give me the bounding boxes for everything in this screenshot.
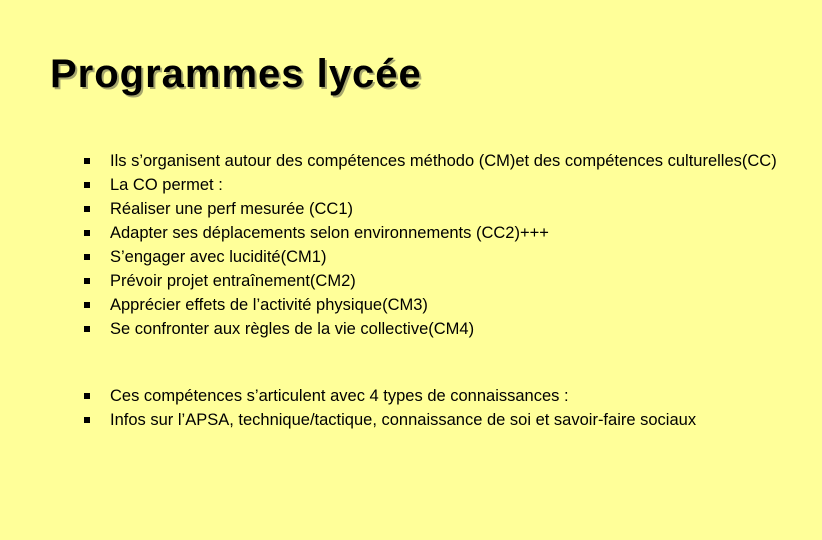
bullet-text: Apprécier effets de l’activité physique(CM3) [110,296,428,314]
slide-title: Programmes lycée [50,52,422,96]
bullet-item [84,152,784,171]
square-bullet-icon [84,417,90,423]
bullet-text: Infos sur l’APSA, technique/tactique, connaissance de soi et savoir-faire sociaux [110,411,697,429]
bullet-item [84,272,784,291]
square-bullet-icon [84,302,90,308]
square-bullet-icon [84,182,90,188]
bullet-item [84,200,784,219]
square-bullet-icon [84,278,90,284]
bullet-text: Adapter ses déplacements selon environnements (CC2)+++ [110,224,549,242]
bullet-item [84,224,784,243]
bullet-list-connaissances [84,387,784,435]
bullet-text: Ces compétences s’articulent avec 4 types de connaissances : [110,387,569,405]
square-bullet-icon [84,230,90,236]
square-bullet-icon [84,254,90,260]
bullet-list-competences [84,152,784,344]
bullet-item [84,176,784,195]
bullet-text: Réaliser une perf mesurée (CC1) [110,200,354,218]
bullet-item [84,411,784,430]
bullet-text: Se confronter aux règles de la vie collective(CM4) [110,320,475,338]
bullet-item [84,296,784,315]
square-bullet-icon [84,206,90,212]
bullet-text: S’engager avec lucidité(CM1) [110,248,327,266]
bullet-text: La CO permet : [110,176,223,194]
square-bullet-icon [84,158,90,164]
bullet-item [84,387,784,406]
square-bullet-icon [84,393,90,399]
bullet-item [84,248,784,267]
bullet-text: Prévoir projet entraînement(CM2) [110,272,356,290]
bullet-text: Ils s’organisent autour des compétences méthodo (CM)et des compétences culturelles(CC) [110,152,777,170]
bullet-item [84,320,784,339]
square-bullet-icon [84,326,90,332]
